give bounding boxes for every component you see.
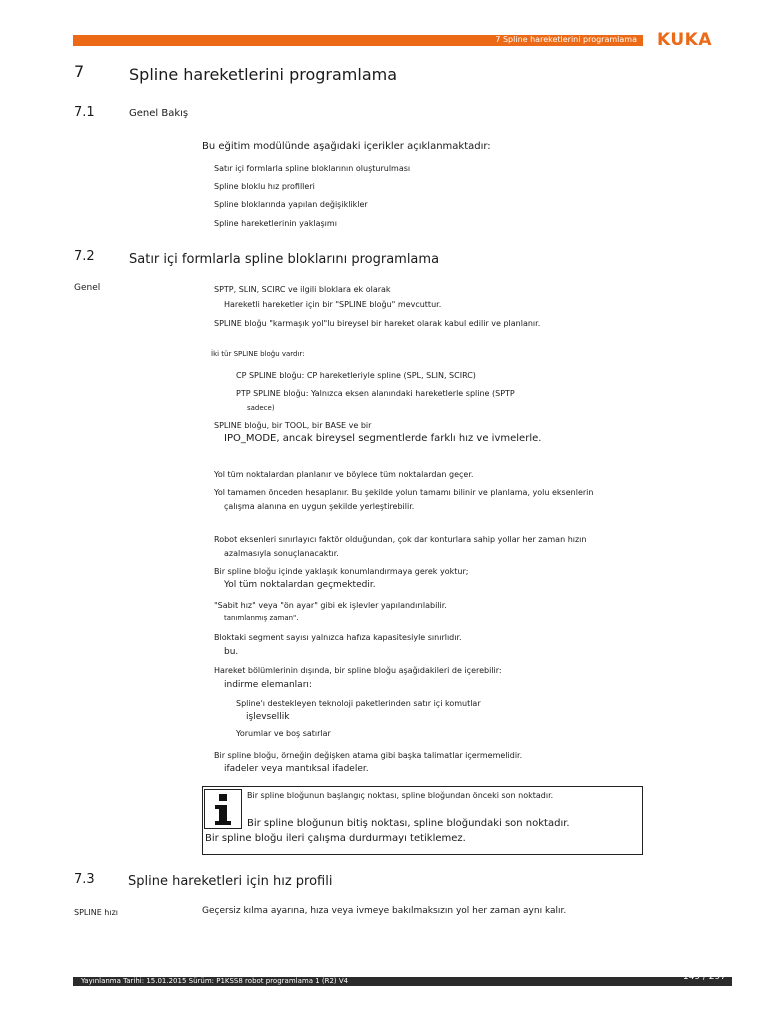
paragraph-line: bu. (224, 647, 239, 657)
sub-item: Yorumlar ve boş satırlar (236, 729, 331, 738)
paragraph-line: IPO_MODE, ancak bireysel segmentlerde farklı hız ve ivmelerle. (224, 433, 542, 444)
info-icon (204, 789, 242, 829)
paragraph-line: SPLINE bloğu, bir TOOL, bir BASE ve bir (214, 421, 372, 430)
kuka-logo: KUKA (657, 30, 713, 50)
chapter-title: Spline hareketlerini programlama (129, 65, 398, 84)
spline-type-ptp: PTP SPLINE bloğu: Yalnızca eksen alanındaki hareketlerle spline (SPTP (236, 389, 515, 398)
section-7-3-number: 7.3 (74, 872, 95, 887)
spline-type-cp: CP SPLINE bloğu: CP hareketleriyle spline (SPL, SLIN, SCIRC) (236, 371, 476, 380)
footer-publication-info: Yayınlanma Tarihi: 15.01.2015 Sürüm: P1KSS8 robot programlama 1 (R2) V4 (81, 977, 349, 985)
paragraph-line: Bloktaki segment sayısı yalnızca hafıza kapasitesiyle sınırlıdır. (214, 633, 462, 642)
paragraph-line: sadece) (247, 404, 275, 412)
overview-item: Spline bloklu hız profilleri (214, 182, 315, 191)
overview-item: Spline bloklarında yapılan değişiklikler (214, 200, 368, 209)
section-7-3-title: Spline hareketleri için hız profili (128, 874, 333, 889)
paragraph-line: "Sabit hız" veya "ön ayar" gibi ek işlevler yapılandırılabilir. (214, 601, 447, 610)
sub-item-continued: işlevsellik (246, 712, 290, 722)
section-7-2-number: 7.2 (74, 249, 95, 264)
note-line: Bir spline bloğunun bitiş noktası, spline bloğundaki son noktadır. (247, 818, 570, 829)
paragraph-line: Yol tüm noktalardan planlanır ve böylece tüm noktalardan geçer. (214, 470, 474, 479)
sub-item: Spline'ı destekleyen teknoloji paketlerinden satır içi komutlar (236, 699, 481, 708)
paragraph-line: ifadeler veya mantıksal ifadeler. (224, 764, 369, 774)
note-line: Bir spline bloğu ileri çalışma durdurmayı tetiklemez. (205, 833, 466, 844)
running-title: 7 Spline hareketlerini programlama (495, 35, 637, 44)
paragraph-line: SPTP, SLIN, SCIRC ve ilgili bloklara ek olarak (214, 285, 391, 294)
overview-item: Satır içi formlarla spline bloklarının oluşturulması (214, 164, 411, 173)
paragraph-line: SPLINE bloğu "karmaşık yol"lu bireysel bir hareket olarak kabul edilir ve planlanır. (214, 319, 541, 328)
chapter-number: 7 (74, 62, 85, 81)
side-label-general: Genel (74, 283, 101, 293)
paragraph-line: azalmasıyla sonuçlanacaktır. (224, 549, 339, 558)
header-bar (73, 35, 643, 46)
paragraph-line: İki tür SPLINE bloğu vardır: (211, 350, 305, 358)
paragraph-line: Hareketli hareketler için bir "SPLINE bloğu" mevcuttur. (224, 300, 442, 309)
paragraph-line: Bir spline bloğu, örneğin değişken atama gibi başka talimatlar içermemelidir. (214, 751, 523, 760)
paragraph-line: tanımlanmış zaman". (224, 614, 299, 622)
section-7-1-title: Genel Bakış (129, 108, 189, 119)
paragraph-line: Yol tüm noktalardan geçmektedir. (224, 580, 376, 590)
section-7-1-number: 7.1 (74, 105, 95, 120)
paragraph-line: Geçersiz kılma ayarına, hıza veya ivmeye bakılmaksızın yol her zaman aynı kalır. (202, 906, 567, 916)
paragraph-line: Hareket bölümlerinin dışında, bir spline bloğu aşağıdakileri de içerebilir: (214, 666, 502, 675)
footer-bar (73, 972, 732, 986)
paragraph-line: Robot eksenleri sınırlayıcı faktör olduğundan, çok dar konturlara sahip yollar her zaman hızın (214, 535, 587, 544)
overview-item: Spline hareketlerinin yaklaşımı (214, 219, 337, 228)
section-7-2-title: Satır içi formlarla spline bloklarını programlama (129, 252, 440, 267)
page-number: 149 / 297 (682, 972, 726, 982)
overview-intro: Bu eğitim modülünde aşağıdaki içerikler açıklanmaktadır: (202, 141, 491, 152)
paragraph-line: Yol tamamen önceden hesaplanır. Bu şekilde yolun tamamı bilinir ve planlama, yolu eksenlerin (214, 488, 594, 497)
note-line: Bir spline bloğunun başlangıç noktası, spline bloğundan önceki son noktadır. (247, 791, 554, 800)
side-label-spline-speed: SPLINE hızı (74, 908, 119, 917)
paragraph-line: Bir spline bloğu içinde yaklaşık konumlandırmaya gerek yoktur; (214, 567, 469, 576)
paragraph-line: indirme elemanları: (224, 680, 312, 690)
paragraph-line: çalışma alanına en uygun şekilde yerleştirebilir. (224, 502, 415, 511)
